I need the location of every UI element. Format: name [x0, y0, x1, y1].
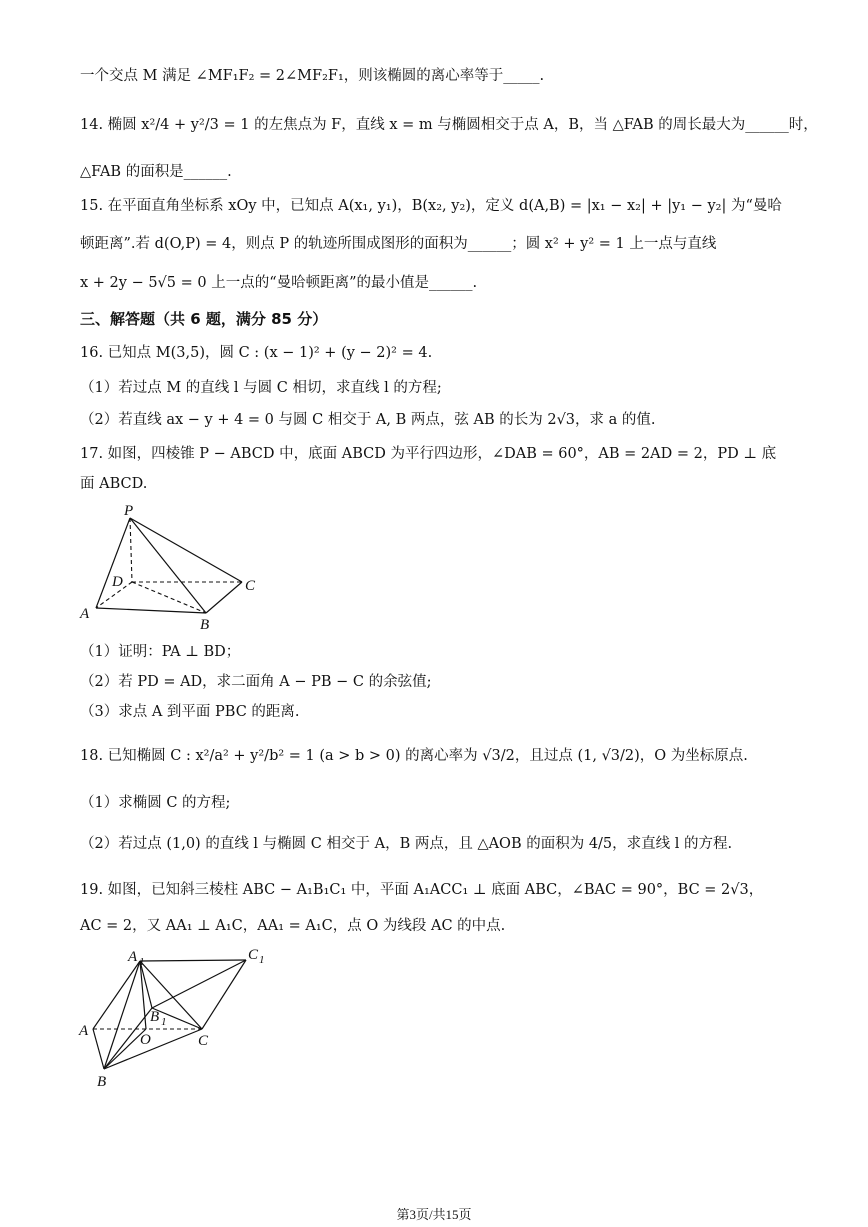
- edge-A1C1: [140, 960, 246, 961]
- edge-PA: [96, 518, 130, 608]
- text-line-q14-cont: △FAB 的面积是______.: [80, 164, 232, 180]
- text-line-q18-part1: （1）求椭圆 C 的方程;: [80, 795, 231, 811]
- edge-PD-hidden: [130, 518, 132, 582]
- text-line-q15-cont: 顿距离”.若 d(O,P) = 4，则点 P 的轨迹所围成图形的面积为______；圆 x² + y² = 1 上一点与直线: [80, 236, 717, 252]
- text-line-q17-part2: （2）若 PD = AD，求二面角 A − PB − C 的余弦值;: [80, 674, 432, 690]
- edge-B1C: [152, 1008, 202, 1029]
- section-heading: 三、解答题（共 6 题，满分 85 分）: [80, 310, 328, 328]
- label-A: A: [79, 1023, 89, 1039]
- edge-PC: [130, 518, 242, 582]
- text-line-q17: 17. 如图，四棱锥 P − ABCD 中，底面 ABCD 为平行四边形，∠DAB = 60°，AB = 2AD = 2，PD ⊥ 底: [80, 446, 777, 462]
- figure-pyramid: [76, 500, 276, 635]
- label-A1: A: [128, 949, 138, 965]
- label-C1: C: [248, 947, 259, 963]
- text-line-q17-part1: （1）证明：PA ⊥ BD；: [80, 644, 241, 660]
- label-A1-subscript: 1: [139, 956, 145, 968]
- label-A: A: [80, 606, 90, 622]
- label-D: D: [112, 574, 123, 590]
- edge-AB: [93, 1029, 104, 1069]
- edge-B1C1: [152, 960, 246, 1008]
- edge-BC: [206, 582, 242, 613]
- edge-A1A: [93, 961, 140, 1029]
- text-line-q19-cont: AC = 2，又 AA₁ ⊥ A₁C，AA₁ = A₁C，点 O 为线段 AC 的中点.: [80, 918, 506, 934]
- text-line-q18: 18. 已知椭圆 C : x²/a² + y²/b² = 1 (a > b > 0) 的离心率为 √3/2，且过点 (1, √3/2)，O 为坐标原点.: [80, 748, 748, 764]
- label-B: B: [200, 617, 210, 633]
- text-line-q17-part3: （3）求点 A 到平面 PBC 的距离.: [80, 704, 300, 720]
- text-line-q16: 16. 已知点 M(3,5)，圆 C : (x − 1)² + (y − 2)² = 4.: [80, 345, 433, 361]
- text-line-q19: 19. 如图，已知斜三棱柱 ABC − A₁B₁C₁ 中，平面 A₁ACC₁ ⊥ 底面 ABC，∠BAC = 90°，BC = 2√3，: [80, 882, 764, 898]
- label-C: C: [198, 1033, 209, 1049]
- figure-prism: [76, 945, 276, 1090]
- label-B: B: [97, 1074, 107, 1090]
- label-B1-subscript: 1: [161, 1016, 167, 1028]
- text-line-q15-cont2: x + 2y − 5√5 = 0 上一点的“曼哈顿距离”的最小值是______.: [80, 275, 478, 291]
- text-line-q16-part2: （2）若直线 ax − y + 4 = 0 与圆 C 相交于 A, B 两点，弦 AB 的长为 2√3，求 a 的值.: [80, 412, 656, 428]
- edge-DB-hidden: [132, 582, 206, 613]
- edge-A1B: [104, 961, 140, 1069]
- label-B1: B: [150, 1009, 160, 1025]
- edge-C1C: [202, 960, 246, 1029]
- text-line-q16-part1: （1）若过点 M 的直线 l 与圆 C 相切，求直线 l 的方程;: [80, 380, 442, 396]
- text-line-q13-end: 一个交点 M 满足 ∠MF₁F₂ = 2∠MF₂F₁，则该椭圆的离心率等于_____.: [80, 68, 545, 84]
- text-line-q18-part2: （2）若过点 (1,0) 的直线 l 与椭圆 C 相交于 A，B 两点，且 △AOB 的面积为 4/5，求直线 l 的方程.: [80, 836, 733, 852]
- label-C: C: [245, 578, 256, 594]
- edge-AB: [96, 608, 206, 613]
- label-O: O: [140, 1032, 151, 1048]
- label-P: P: [124, 503, 134, 519]
- edge-PB: [130, 518, 206, 613]
- edge-BC: [104, 1029, 202, 1069]
- text-line-q14: 14. 椭圆 x²/4 + y²/3 = 1 的左焦点为 F，直线 x = m 与椭圆相交于点 A，B，当 △FAB 的周长最大为______时，: [80, 117, 818, 133]
- text-line-q17-cont: 面 ABCD.: [80, 476, 148, 492]
- page-number: 第3页/共15页: [396, 1207, 472, 1222]
- label-C1-subscript: 1: [259, 954, 265, 966]
- text-line-q15: 15. 在平面直角坐标系 xOy 中，已知点 A(x₁, y₁)，B(x₂, y₂)，定义 d(A,B) = |x₁ − x₂| + |y₁ − y₂| 为“曼哈: [80, 198, 782, 214]
